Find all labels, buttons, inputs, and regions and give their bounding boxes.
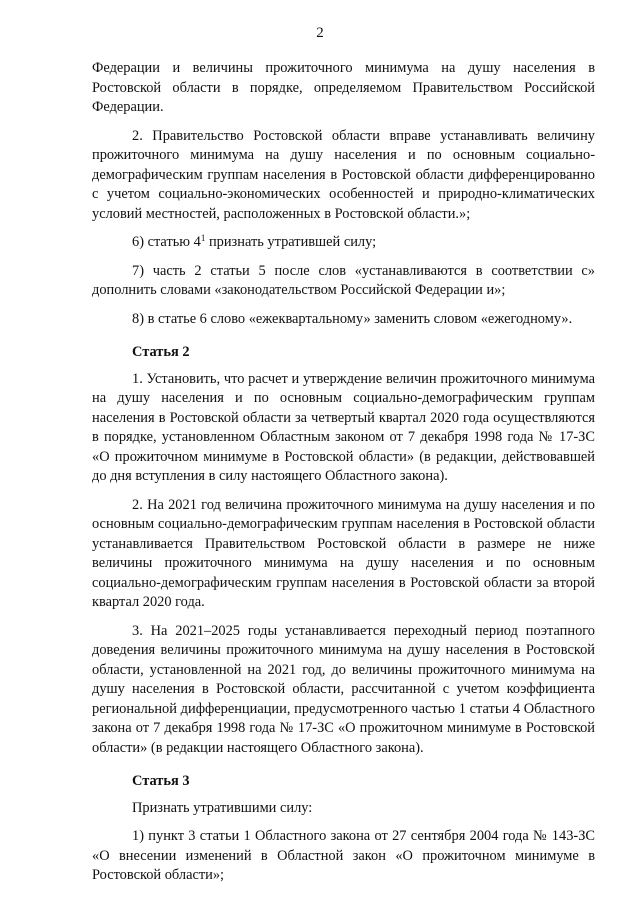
paragraph-item-8: 8) в статье 6 слово «ежеквартальному» заменить словом «ежегодному». [132,310,573,327]
page-number: 2 [316,25,324,41]
article-3-heading: Статья 3 [132,773,190,789]
paragraph-item-6 [92,233,595,253]
paragraph-item-2: 2. Правительство Ростовской области вправе устанавливать величину прожиточного минимума на душу населения и по основным социально-демографическим группам населения в Ростовской области дифференцированно с учетом социально-экономических особенностей и природно-климатических условий местностей, расположенных в Ростовской области.»; [92,127,595,222]
item-6-text-end: признать утратившей силу; [205,234,377,250]
article-3-item-1: 1) пункт 3 статьи 1 Областного закона от 27 сентября 2004 года № 143-ЗС «О внесении изменений в Областной закон «О прожиточном минимуме в Ростовской области»; [92,828,595,883]
superscript: 1 [200,233,206,243]
article-2-point-3: 3. На 2021–2025 годы устанавливается переходный период поэтапного доведения величины прожиточного минимума на душу населения в Ростовской области, установленной на 2021 год, до величины прожиточного минимума на душу населения в Ростовской области, рассчитанной с учетом коэффициента региональной дифференциации, предусмотренного частью 1 статьи 4 Областного закона от 7 декабря 1998 года № 17-ЗС «О прожиточном минимуме в Ростовской области» (в редакции настоящего Областного закона). [92,622,595,756]
paragraph-item-7: 7) часть 2 статьи 5 после слов «устанавливаются в соответствии с» дополнить словами «законодательством Российской Федерации и»; [92,262,595,298]
document-body [92,59,595,886]
article-2-point-2: 2. На 2021 год величина прожиточного минимума на душу населения и по основным социально-демографическим группам населения в Ростовской области устанавливается Правительством Ростовской области в размере не ниже величины прожиточного минимума на душу населения и по основным социально-демографическим группам населения в Ростовской области за второй квартал 2020 года. [92,496,595,610]
article-3-intro: Признать утратившими силу: [132,799,313,816]
article-2-point-1: 1. Установить, что расчет и утверждение величин прожиточного минимума на душу населения и по основным социально-демографическим группам населения в Ростовской области за четвертый квартал 2020 года осуществляются в порядке, установленном Областным законом от 7 декабря 1998 года № 17-ЗС «О прожиточном минимуме в Ростовской области» (в редакции, действовавшей до дня вступления в силу настоящего Областного закона). [92,370,595,484]
article-2-heading: Статья 2 [132,344,190,360]
paragraph-continuation: Федерации и величины прожиточного минимума на душу населения в Ростовской области в порядке, определяемом Правительством Российской Федерации. [92,60,595,115]
item-6-text: 6) статью 4 [132,234,201,250]
